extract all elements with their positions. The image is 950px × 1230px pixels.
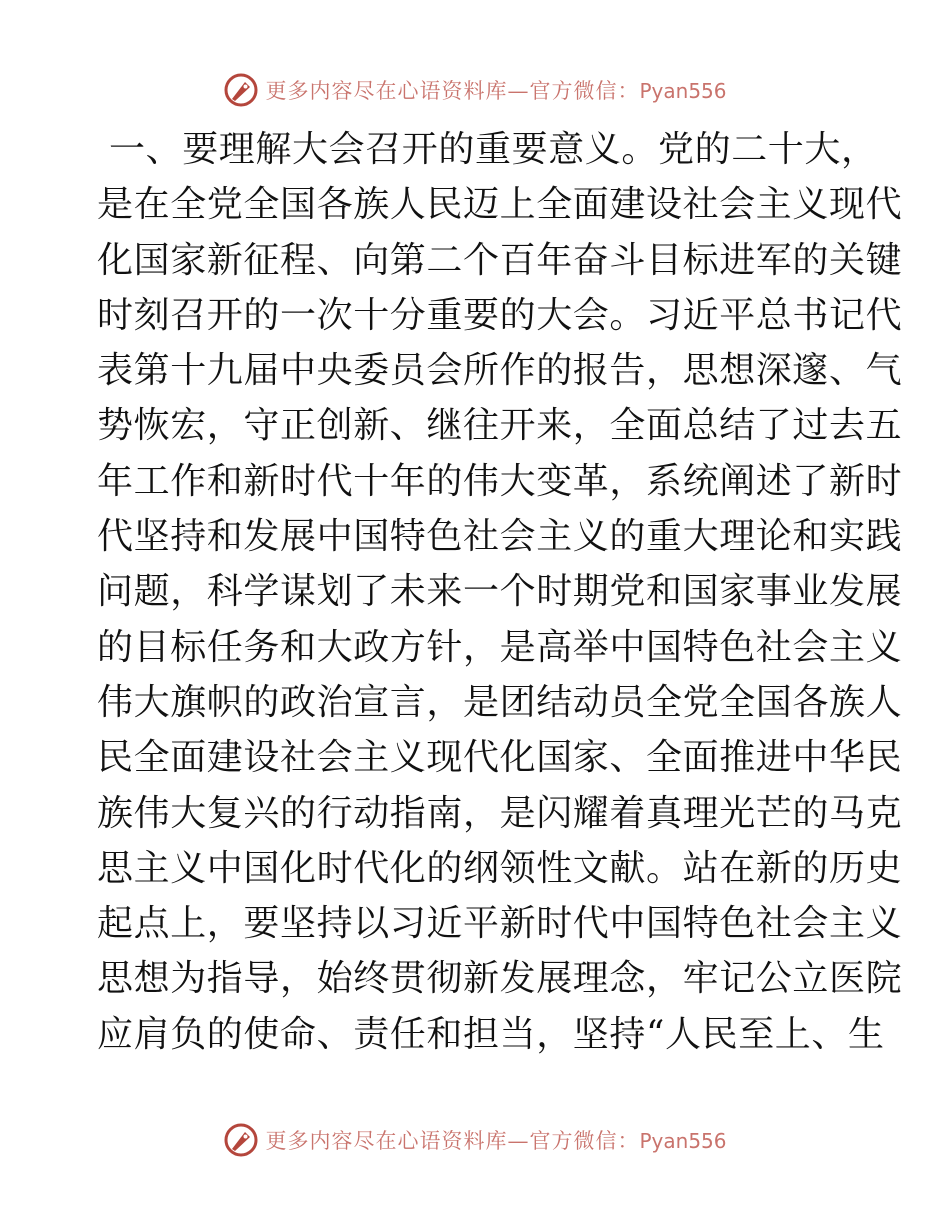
text-line: 族伟大复兴的行动指南，是闪耀着真理光芒的马克 [97,792,903,834]
watermark-text: 更多内容尽在心语资料库—官方微信：Pyan556 [265,1129,727,1153]
text-line: 的目标任务和大政方针，是高举中国特色社会主义 [97,626,903,668]
text-line: 起点上，要坚持以习近平新时代中国特色社会主义 [97,903,903,945]
text-line: 势恢宏，守正创新、继往开来，全面总结了过去五 [97,405,903,447]
text-line: 时刻召开的一次十分重要的大会。习近平总书记代 [97,294,903,336]
text-line: 年工作和新时代十年的伟大变革，系统阐述了新时 [97,460,903,502]
text-line: 问题，科学谋划了未来一个时期党和国家事业发展 [97,571,903,613]
text-line: 民全面建设社会主义现代化国家、全面推进中华民 [97,737,903,779]
text-line: 应肩负的使命、责任和担当，坚持“人民至上、生 [97,1013,885,1055]
text-line: 代坚持和发展中国特色社会主义的重大理论和实践 [97,516,903,558]
text-line: 一、要理解大会召开的重要意义。党的二十大， [109,129,878,170]
pen-nib-circle-icon [223,1122,259,1158]
text-line: 思想为指导，始终贯彻新发展理念，牢记公立医院 [97,958,903,1000]
footer-watermark [0,1120,950,1160]
document-body [97,122,903,1062]
pen-nib-circle-icon [223,72,259,108]
text-line: 化国家新征程、向第二个百年奋斗目标进军的关键 [97,239,903,281]
text-line: 伟大旗帜的政治宣言，是团结动员全党全国各族人 [97,681,903,723]
text-line: 是在全党全国各族人民迈上全面建设社会主义现代 [97,184,903,226]
header-watermark [0,70,950,110]
text-line: 表第十九届中央委员会所作的报告，思想深邃、气 [97,350,903,392]
text-line: 思主义中国化时代化的纲领性文献。站在新的历史 [97,847,903,889]
watermark-text: 更多内容尽在心语资料库—官方微信：Pyan556 [265,79,727,103]
